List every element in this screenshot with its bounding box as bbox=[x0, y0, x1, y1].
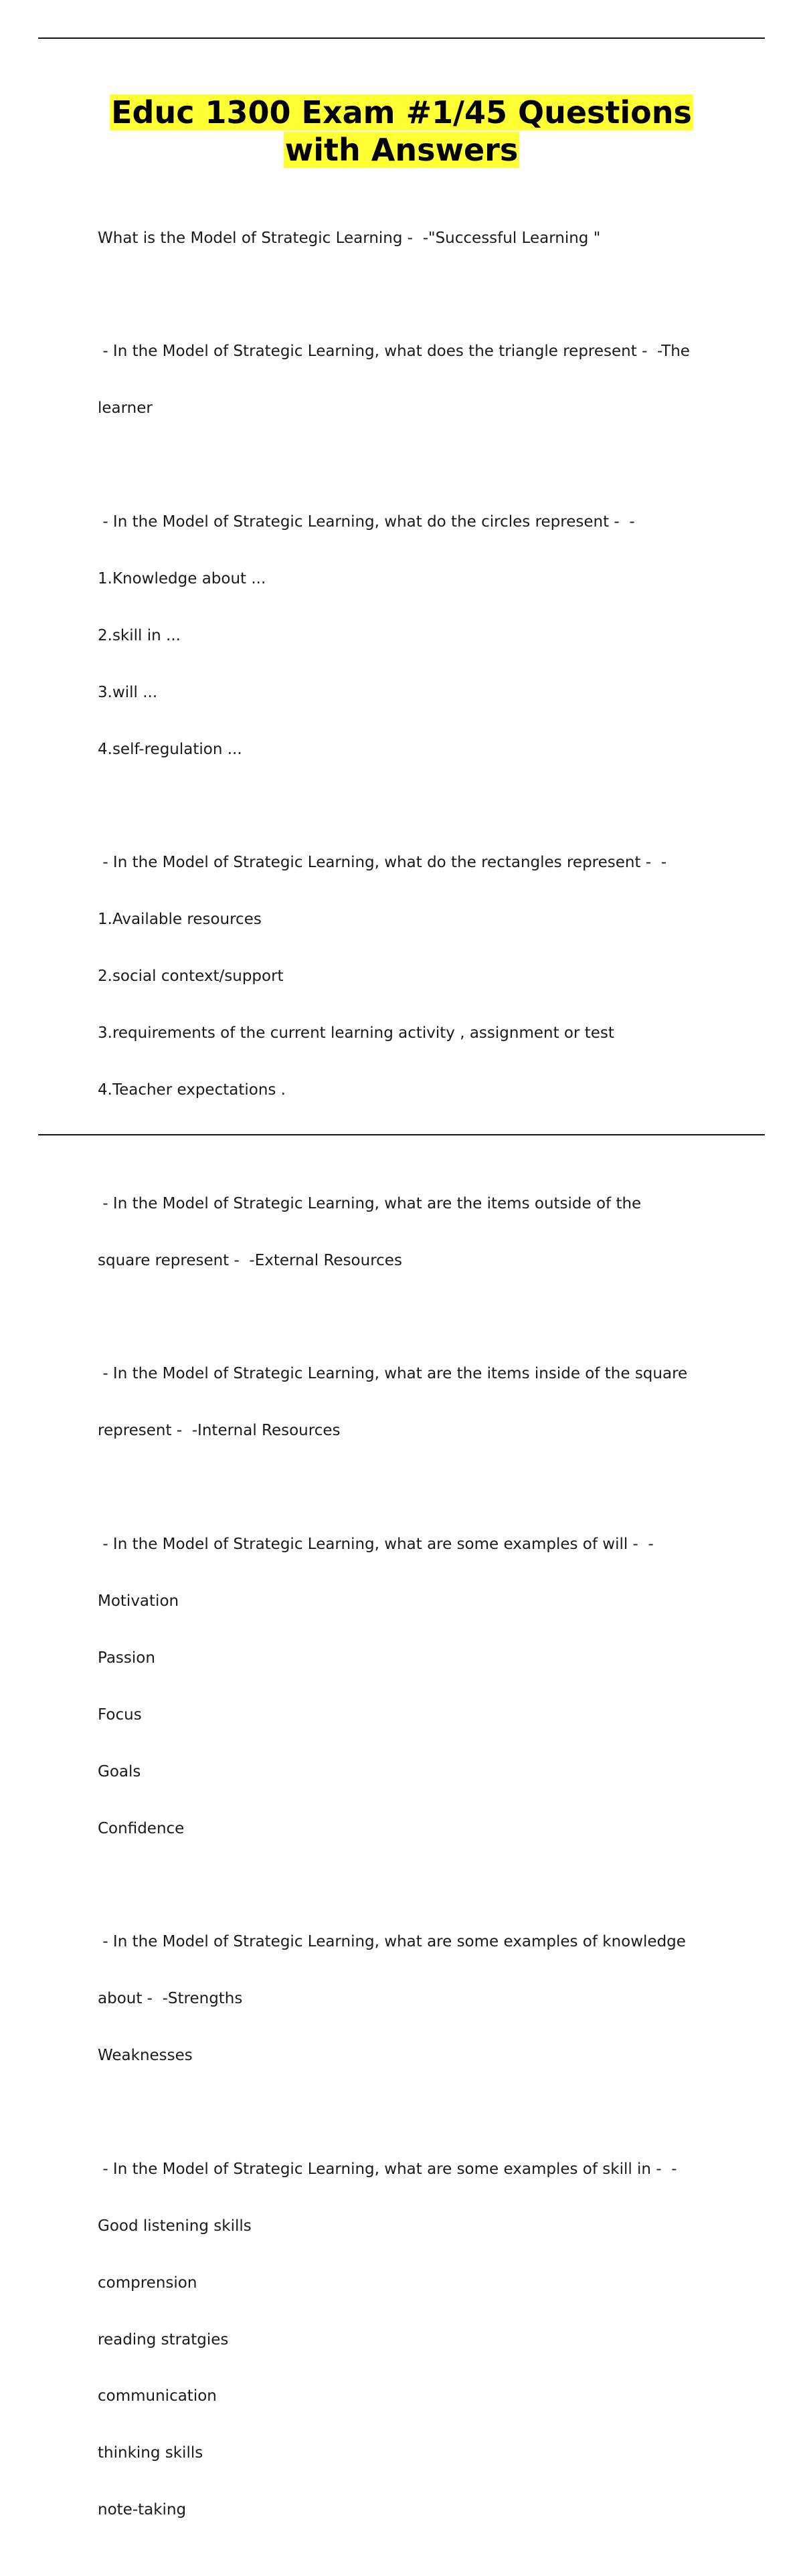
qa-line: 1.Knowledge about ... bbox=[98, 569, 266, 587]
qa-line: - In the Model of Strategic Learning, what are some examples of knowledge bbox=[98, 1933, 686, 1951]
qa-line: 4.Teacher expectations . bbox=[98, 1081, 286, 1099]
qa-line: comprension bbox=[98, 2274, 197, 2292]
qa-line: Focus bbox=[98, 1706, 142, 1724]
qa-item bbox=[98, 1497, 740, 1875]
document-title bbox=[67, 94, 736, 169]
qa-line: - In the Model of Strategic Learning, what does the triangle represent - -The bbox=[98, 343, 690, 361]
qa-line: - In the Model of Strategic Learning, what are some examples of skill in - - bbox=[98, 2160, 677, 2178]
qa-line: learner bbox=[98, 399, 153, 418]
qa-line: Good listening skills bbox=[98, 2217, 252, 2235]
qa-line: square represent - -External Resources bbox=[98, 1251, 402, 1269]
qa-line: Goals bbox=[98, 1762, 141, 1780]
title-line-1: Educ 1300 Exam #1/45 Questions bbox=[111, 94, 692, 130]
qa-item bbox=[98, 1156, 740, 1307]
title-line-2: with Answers bbox=[284, 132, 519, 168]
qa-item bbox=[98, 191, 740, 285]
qa-line: communication bbox=[98, 2387, 217, 2405]
qa-line: Confidence bbox=[98, 1819, 185, 1837]
qa-line: 4.self-regulation ... bbox=[98, 740, 242, 758]
qa-line: thinking skills bbox=[98, 2444, 203, 2462]
qa-item bbox=[98, 304, 740, 456]
qa-line: 2.social context/support bbox=[98, 968, 284, 986]
qa-item bbox=[98, 2122, 740, 2557]
qa-list bbox=[98, 191, 740, 2576]
qa-line: - In the Model of Strategic Learning, what are some examples of will - - bbox=[98, 1536, 654, 1554]
qa-line: - In the Model of Strategic Learning, what do the rectangles represent - - bbox=[98, 854, 667, 872]
qa-item bbox=[98, 1327, 740, 1478]
qa-line: - In the Model of Strategic Learning, what are the items inside of the square bbox=[98, 1365, 688, 1383]
bottom-rule bbox=[38, 1134, 765, 1135]
top-rule bbox=[38, 37, 765, 39]
qa-line: represent - -Internal Resources bbox=[98, 1422, 341, 1440]
qa-line: 2.skill in ... bbox=[98, 626, 181, 644]
qa-item bbox=[98, 474, 740, 796]
qa-line: 3.requirements of the current learning activity , assignment or test bbox=[98, 1024, 614, 1042]
qa-line: 1.Available resources bbox=[98, 911, 262, 929]
qa-line: 3.will ... bbox=[98, 683, 158, 701]
qa-line: - In the Model of Strategic Learning, what are the items outside of the bbox=[98, 1194, 642, 1212]
qa-line: note-taking bbox=[98, 2501, 187, 2519]
qa-line: Motivation bbox=[98, 1592, 179, 1610]
qa-line: - In the Model of Strategic Learning, what do the circles represent - - bbox=[98, 513, 635, 531]
qa-item bbox=[98, 1895, 740, 2103]
qa-line: Weaknesses bbox=[98, 2047, 193, 2065]
qa-line: about - -Strengths bbox=[98, 1990, 243, 2008]
qa-line: What is the Model of Strategic Learning - -"Successful Learning " bbox=[98, 229, 601, 247]
qa-line: reading stratgies bbox=[98, 2330, 229, 2349]
qa-line: Passion bbox=[98, 1649, 155, 1667]
qa-item bbox=[98, 816, 740, 1137]
